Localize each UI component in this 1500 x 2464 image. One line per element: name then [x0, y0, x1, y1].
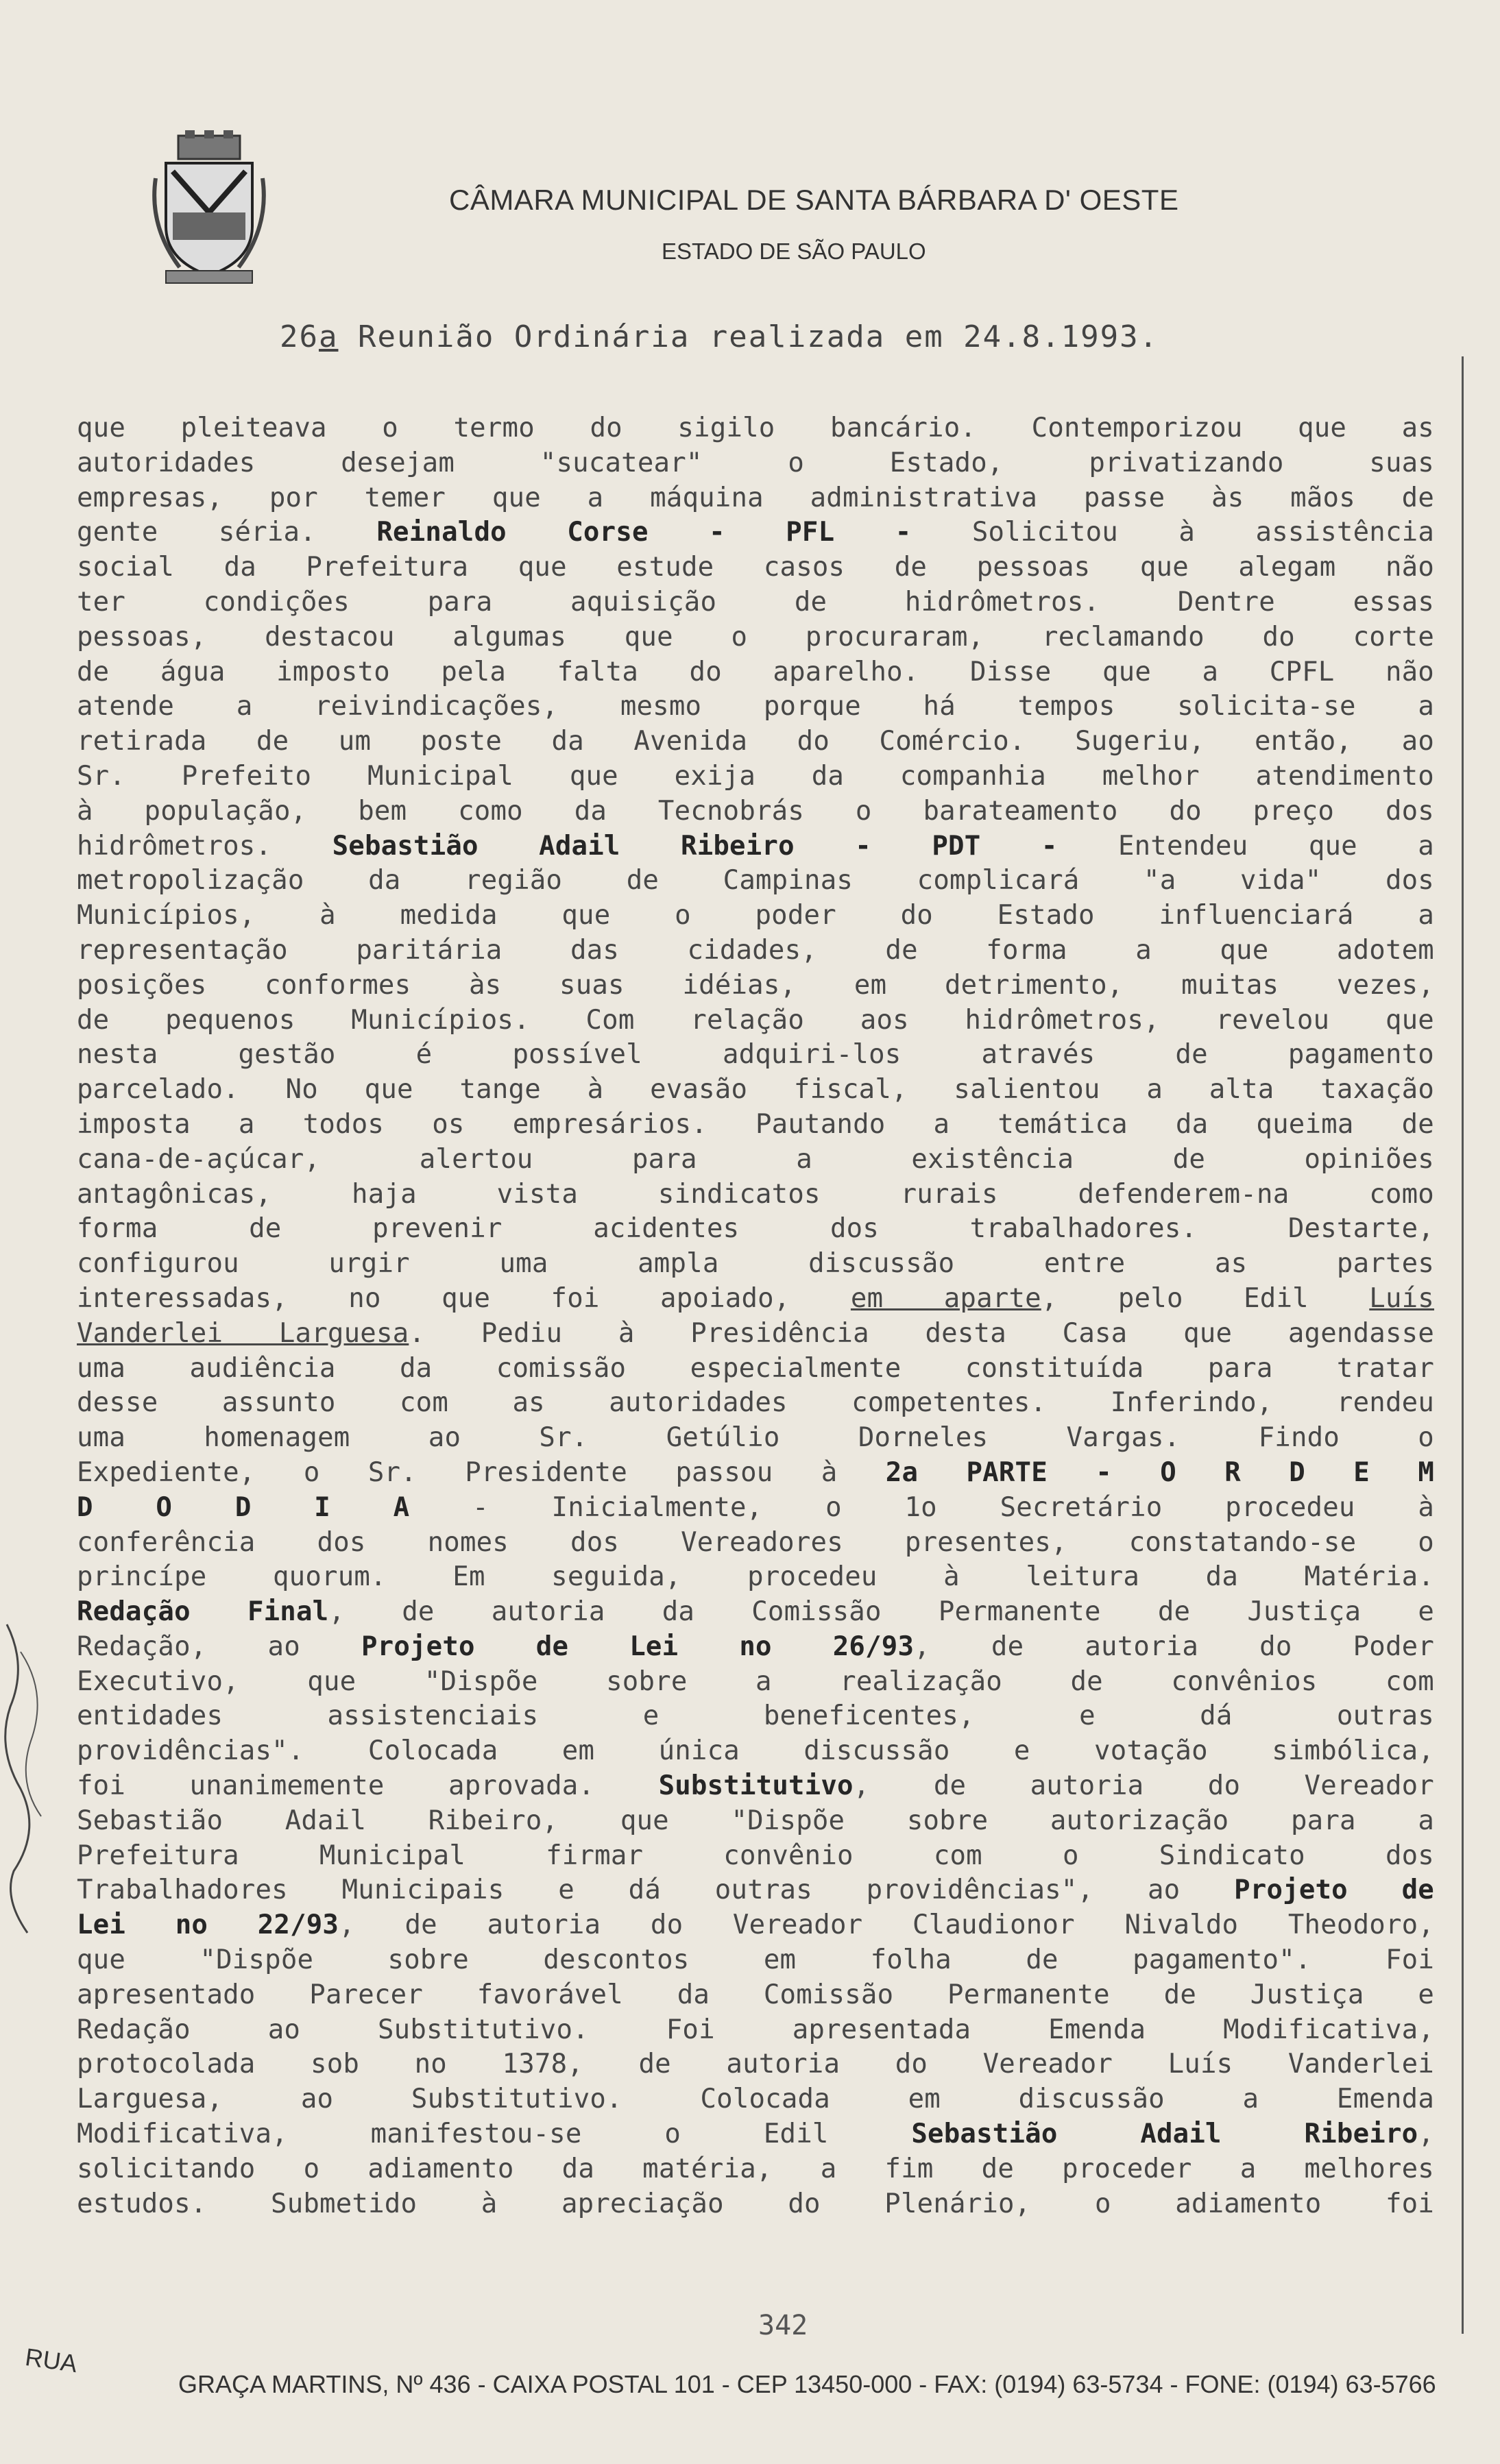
- text-segment: hidrômetros.: [77, 830, 332, 862]
- text-segment: Entendeu que a: [1057, 830, 1434, 862]
- text-segment: interessadas, no que foi apoiado,: [77, 1282, 851, 1314]
- text-segment: de água imposto pela falta do aparelho. Disse que a CPFL não: [77, 656, 1434, 687]
- text-segment: antagônicas, haja vista sindicatos rurais defenderem-na como: [77, 1178, 1434, 1210]
- text-segment: cana-de-açúcar, alertou para a existência de opiniões: [77, 1143, 1434, 1175]
- text-line: [77, 2152, 1434, 2187]
- text-segment: , pelo Edil: [1041, 1282, 1370, 1314]
- text-line: [77, 1421, 1434, 1456]
- text-segment: Redação Final: [77, 1596, 329, 1628]
- text-line: [77, 1734, 1434, 1769]
- text-segment: - Inicialmente, o 1o Secretário procedeu à: [409, 1491, 1434, 1523]
- text-segment: Sr. Prefeito Municipal que exija da companhia melhor atendimento: [77, 760, 1434, 792]
- text-line: [77, 934, 1434, 968]
- text-line: [77, 899, 1434, 934]
- text-segment: à população, bem como da Tecnobrás o barateamento do preço dos: [77, 795, 1434, 827]
- text-segment: providências". Colocada em única discussão e votação simbólica,: [77, 1735, 1434, 1767]
- signature-mark: [0, 1611, 75, 1940]
- text-segment: Modificativa, manifestou-se o Edil: [77, 2119, 912, 2150]
- text-segment: Solicitou à assistência: [911, 517, 1434, 548]
- text-segment: Substitutivo: [658, 1770, 854, 1802]
- text-segment: parcelado. No que tange à evasão fiscal, salientou a alta taxação: [77, 1074, 1434, 1106]
- text-line: [77, 759, 1434, 794]
- text-line: [77, 1978, 1434, 2013]
- text-line: [77, 690, 1434, 724]
- minutes-text: [77, 411, 1434, 2221]
- text-line: [77, 2187, 1434, 2222]
- text-segment: Executivo, que "Dispõe sobre a realização de convênios com: [77, 1666, 1434, 1697]
- text-line: [77, 1526, 1434, 1561]
- text-line: [77, 1317, 1434, 1352]
- page-number: 342: [758, 2310, 808, 2341]
- margin-rule: [1462, 356, 1464, 2334]
- text-segment: Vanderlei Larguesa: [77, 1317, 409, 1349]
- text-line: [77, 1386, 1434, 1421]
- text-segment: posições conformes às suas idéias, em detrimento, muitas vezes,: [77, 969, 1434, 1001]
- text-line: [77, 1038, 1434, 1073]
- text-segment: Municípios, à medida que o poder do Estado influenciará a: [77, 900, 1434, 931]
- text-segment: estudos. Submetido à apreciação do Plenário, o adiamento foi: [77, 2188, 1434, 2219]
- text-segment: Lei no 22/93: [77, 1910, 339, 1941]
- text-segment: em aparte: [850, 1282, 1041, 1314]
- text-line: [77, 1839, 1434, 1874]
- text-line: [77, 655, 1434, 690]
- text-line: [77, 2013, 1434, 2048]
- text-segment: metropolização da região de Campinas complicará "a vida" dos: [77, 865, 1434, 896]
- text-line: [77, 515, 1434, 550]
- text-line: [77, 829, 1434, 864]
- text-segment: imposta a todos os empresários. Pautando a temática da queima de: [77, 1108, 1434, 1140]
- text-segment: princípe quorum. Em seguida, procedeu à leitura da Matéria.: [77, 1561, 1434, 1593]
- text-segment: empresas, por temer que a máquina administrativa passe às mãos de: [77, 482, 1434, 513]
- text-line: [77, 1595, 1434, 1630]
- header-title: CÂMARA MUNICIPAL DE SANTA BÁRBARA D' OESTE: [449, 184, 1179, 216]
- text-segment: Sebastião Adail Ribeiro: [911, 2119, 1418, 2150]
- text-segment: desse assunto com as autoridades competentes. Inferindo, rendeu: [77, 1387, 1434, 1419]
- text-line: [77, 2047, 1434, 2082]
- text-segment: atende a reivindicações, mesmo porque há tempos solicita-se a: [77, 691, 1434, 722]
- text-segment: Projeto de: [1234, 1875, 1434, 1906]
- text-line: [77, 446, 1434, 481]
- text-line: [77, 620, 1434, 655]
- text-line: [77, 2082, 1434, 2117]
- text-line: [77, 724, 1434, 759]
- text-segment: protocolada sob no 1378, de autoria do Vereador Luís Vanderlei: [77, 2049, 1434, 2080]
- text-line: [77, 1769, 1434, 1804]
- text-segment: Reinaldo Corse - PFL -: [376, 517, 912, 548]
- text-segment: configurou urgir uma ampla discussão entre as partes: [77, 1248, 1434, 1280]
- text-line: [77, 1178, 1434, 1212]
- text-segment: D O D I A: [77, 1491, 410, 1523]
- text-line: [77, 1456, 1434, 1491]
- text-segment: nesta gestão é possível adquiri-los através de pagamento: [77, 1039, 1434, 1071]
- text-line: [77, 585, 1434, 620]
- text-segment: Redação, ao: [77, 1631, 361, 1662]
- text-segment: representação paritária das cidades, de forma a que adotem: [77, 934, 1434, 966]
- text-line: [77, 481, 1434, 516]
- footer-address: [23, 2343, 1481, 2411]
- text-line: [77, 1665, 1434, 1700]
- text-segment: retirada de um poste da Avenida do Comércio. Sugeriu, então, ao: [77, 726, 1434, 757]
- footer-rua: RUA: [23, 2343, 80, 2378]
- text-segment: de pequenos Municípios. Com relação aos hidrômetros, revelou que: [77, 1004, 1434, 1036]
- text-line: [77, 550, 1434, 585]
- text-line: [77, 1699, 1434, 1734]
- text-segment: uma homenagem ao Sr. Getúlio Dorneles Vargas. Findo o: [77, 1422, 1434, 1454]
- text-line: [77, 1212, 1434, 1247]
- text-line: [77, 2117, 1434, 2152]
- text-segment: Larguesa, ao Substitutivo. Colocada em discussão a Emenda: [77, 2084, 1434, 2115]
- text-segment: Redação ao Substitutivo. Foi apresentada Emenda Modificativa,: [77, 2014, 1434, 2045]
- text-line: [77, 1247, 1434, 1282]
- text-segment: Prefeitura Municipal firmar convênio com o Sindicato dos: [77, 1840, 1434, 1871]
- text-line: [77, 1804, 1434, 1839]
- text-line: [77, 1560, 1434, 1595]
- text-line: [77, 1108, 1434, 1143]
- text-line: [77, 1073, 1434, 1108]
- text-line: [77, 1003, 1434, 1038]
- text-segment: uma audiência da comissão especialmente constituída para tratar: [77, 1352, 1434, 1384]
- text-line: [77, 1352, 1434, 1387]
- text-segment: Projeto de Lei no 26/93: [361, 1631, 915, 1662]
- text-segment: autoridades desejam "sucatear" o Estado, privatizando suas: [77, 447, 1434, 478]
- text-segment: Sebastião Adail Ribeiro - PDT -: [332, 830, 1058, 862]
- footer-address-text: GRAÇA MARTINS, Nº 436 - CAIXA POSTAL 101 - CEP 13450-000 - FAX: (0194) 63-5734 - FONE: (0194) 63-5766: [178, 2370, 1436, 2398]
- text-line: [77, 1491, 1434, 1526]
- coat-of-arms-icon: [152, 130, 266, 288]
- text-segment: que "Dispõe sobre descontos em folha de pagamento". Foi: [77, 1944, 1434, 1976]
- header-subtitle: ESTADO DE SÃO PAULO: [662, 239, 926, 264]
- text-segment: foi unanimemente aprovada.: [77, 1770, 659, 1802]
- text-line: [77, 794, 1434, 829]
- text-segment: , de autoria da Comissão Permanente de Justiça e: [328, 1596, 1434, 1628]
- text-segment: Sebastião Adail Ribeiro, que "Dispõe sobre autorização para a: [77, 1805, 1434, 1836]
- text-segment: ,: [1418, 2119, 1434, 2150]
- text-segment: , de autoria do Poder: [914, 1631, 1434, 1662]
- text-segment: que pleiteava o termo do sigilo bancário. Contemporizou que as: [77, 413, 1434, 443]
- text-line: [77, 411, 1434, 446]
- text-line: [77, 1943, 1434, 1978]
- text-segment: solicitando o adiamento da matéria, a fim de proceder a melhores: [77, 2153, 1434, 2184]
- text-segment: Trabalhadores Municipais e dá outras providências", ao: [77, 1875, 1235, 1906]
- text-segment: entidades assistenciais e beneficentes, e dá outras: [77, 1700, 1434, 1732]
- text-line: [77, 968, 1434, 1003]
- text-segment: . Pediu à Presidência desta Casa que agendasse: [409, 1317, 1435, 1349]
- text-segment: pessoas, destacou algumas que o procuraram, reclamando do corte: [77, 621, 1434, 652]
- text-segment: forma de prevenir acidentes dos trabalhadores. Destarte,: [77, 1213, 1434, 1245]
- text-line: [77, 1908, 1434, 1943]
- text-segment: gente séria.: [77, 517, 377, 548]
- text-line: [77, 1873, 1434, 1908]
- text-line: [77, 1282, 1434, 1317]
- text-segment: Luís: [1369, 1282, 1434, 1314]
- text-segment: , de autoria do Vereador Claudionor Nivaldo Theodoro,: [339, 1910, 1434, 1941]
- text-segment: social da Prefeitura que estude casos de pessoas que alegam não: [77, 552, 1434, 583]
- text-segment: , de autoria do Vereador: [853, 1770, 1434, 1802]
- session-title: 26a Reunião Ordinária realizada em 24.8.1993.: [280, 319, 1159, 354]
- text-segment: 2a PARTE - O R D E M: [885, 1456, 1434, 1488]
- text-line: [77, 1630, 1434, 1665]
- text-segment: conferência dos nomes dos Vereadores presentes, constatando-se o: [77, 1526, 1434, 1558]
- text-segment: ter condições para aquisição de hidrômetros. Dentre essas: [77, 586, 1434, 618]
- text-segment: Expediente, o Sr. Presidente passou à: [77, 1456, 886, 1488]
- text-line: [77, 864, 1434, 899]
- text-line: [77, 1143, 1434, 1178]
- text-segment: apresentado Parecer favorável da Comissão Permanente de Justiça e: [77, 1979, 1434, 2010]
